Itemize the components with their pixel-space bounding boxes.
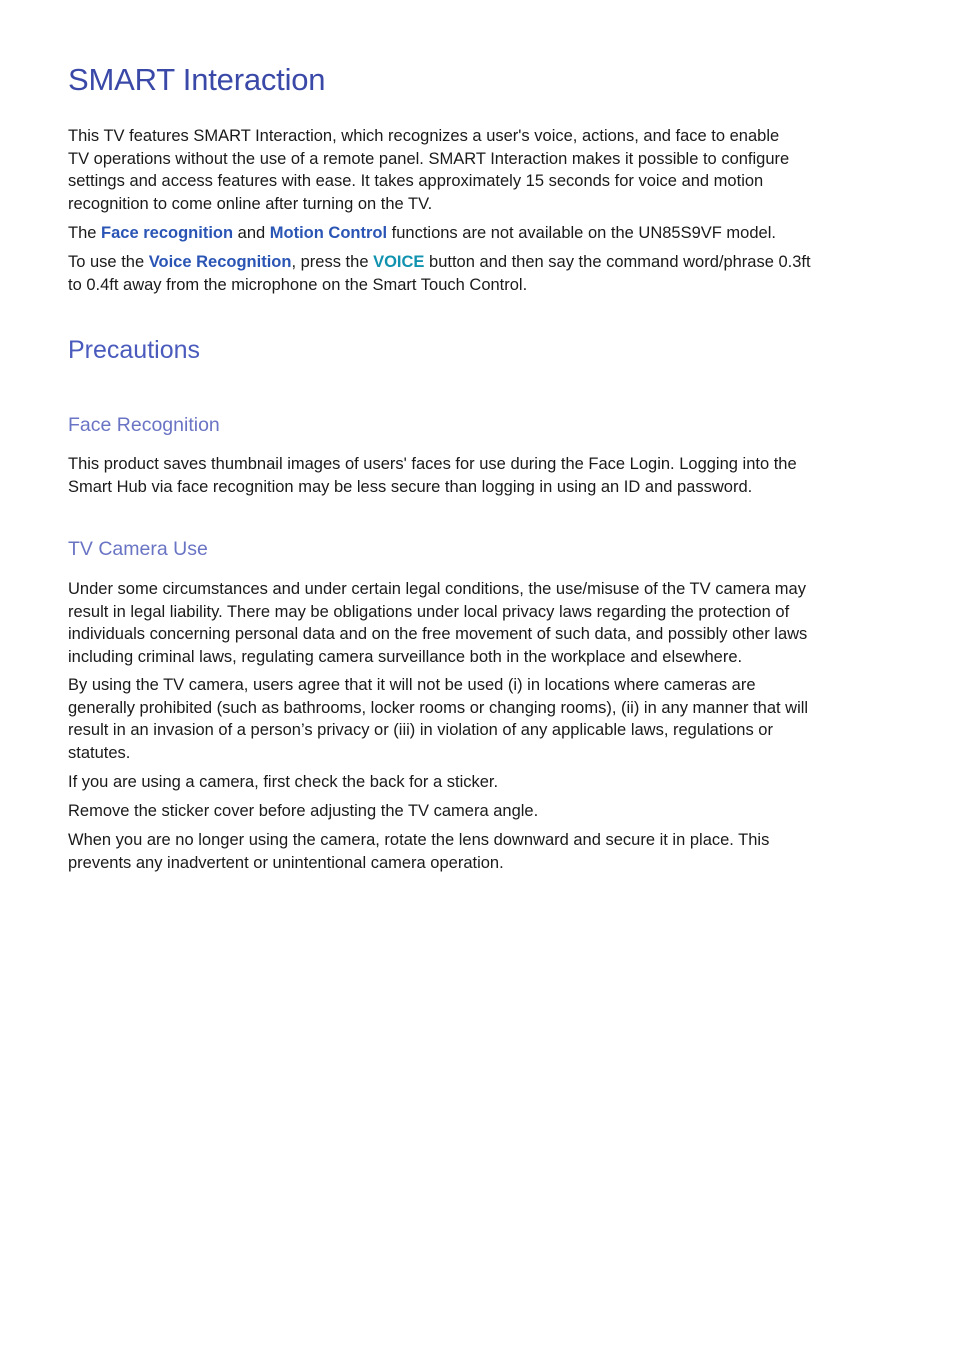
camera-agreement-line: statutes. (68, 743, 131, 762)
face-recognition-line: Smart Hub via face recognition may be less secure than logging in using an ID and password. (68, 477, 753, 496)
camera-liability-line: including criminal laws, regulating camera surveillance both in the workplace and elsewhere. (68, 647, 743, 666)
camera-agreement-line: result in an invasion of a person’s privacy or (iii) in violation of any applicable laws, regulations or (68, 721, 773, 739)
camera-liability-line: individuals concerning personal data and on the free movement of such data, and possibly other laws (68, 625, 808, 643)
voice-line (68, 251, 886, 274)
precautions-heading: Precautions (68, 336, 201, 364)
voice-button-keyword: VOICE (373, 253, 425, 271)
availability-prefix: The (68, 224, 102, 242)
availability-suffix: functions are not available on the UN85S9VF model. (387, 224, 776, 242)
sticker-check-paragraph (68, 771, 886, 794)
sticker-check-line: If you are using a camera, first check the back for a sticker. (68, 773, 499, 791)
tv-camera-use-heading: TV Camera Use (68, 538, 208, 560)
voice-recognition-keyword: Voice Recognition (148, 253, 292, 271)
voice-prefix: To use the (68, 253, 149, 271)
page-title: SMART Interaction (68, 62, 326, 97)
motion-control-keyword: Motion Control (269, 224, 388, 242)
face-recognition-line: This product saves thumbnail images of users' faces for use during the Face Login. Logging into the (68, 455, 797, 473)
voice-note (68, 251, 886, 296)
availability-line (68, 222, 886, 245)
lens-rotate-line: When you are no longer using the camera, rotate the lens downward and secure it in place. This (68, 831, 770, 849)
intro-line: This TV features SMART Interaction, which recognizes a user's voice, actions, and face to enable (68, 127, 780, 145)
face-recognition-keyword: Face recognition (101, 224, 234, 242)
camera-liability-line: result in legal liability. There may be obligations under local privacy laws regarding the protection of (68, 602, 790, 621)
voice-mid: , press the (291, 253, 374, 271)
intro-line: recognition to come online after turning on the TV. (68, 194, 433, 213)
intro-paragraph (68, 125, 886, 215)
camera-liability-paragraph (68, 578, 886, 668)
intro-line: TV operations without the use of a remote panel. SMART Interaction makes it possible to configure (68, 149, 790, 168)
camera-liability-line: Under some circumstances and under certain legal conditions, the use/misuse of the TV camera may (68, 580, 806, 598)
face-recognition-paragraph (68, 453, 886, 498)
lens-rotate-line: prevents any inadvertent or unintentional camera operation. (68, 853, 504, 872)
sticker-remove-line: Remove the sticker cover before adjusting the TV camera angle. (68, 802, 539, 820)
face-recognition-heading: Face Recognition (68, 414, 220, 436)
availability-and: and (233, 224, 270, 242)
sticker-remove-paragraph (68, 800, 886, 823)
voice-suffix: button and then say the command word/phrase 0.3ft (424, 253, 811, 271)
availability-note (68, 222, 886, 245)
voice-line-2: to 0.4ft away from the microphone on the Smart Touch Control. (68, 275, 528, 294)
camera-agreement-line: generally prohibited (such as bathrooms, locker rooms or changing rooms), (ii) in any manner that will (68, 698, 809, 717)
camera-agreement-line: By using the TV camera, users agree that it will not be used (i) in locations where cameras are (68, 676, 756, 694)
camera-agreement-paragraph (68, 674, 886, 764)
lens-rotate-paragraph (68, 829, 886, 874)
intro-line: settings and access features with ease. It takes approximately 15 seconds for voice and motion (68, 172, 764, 190)
